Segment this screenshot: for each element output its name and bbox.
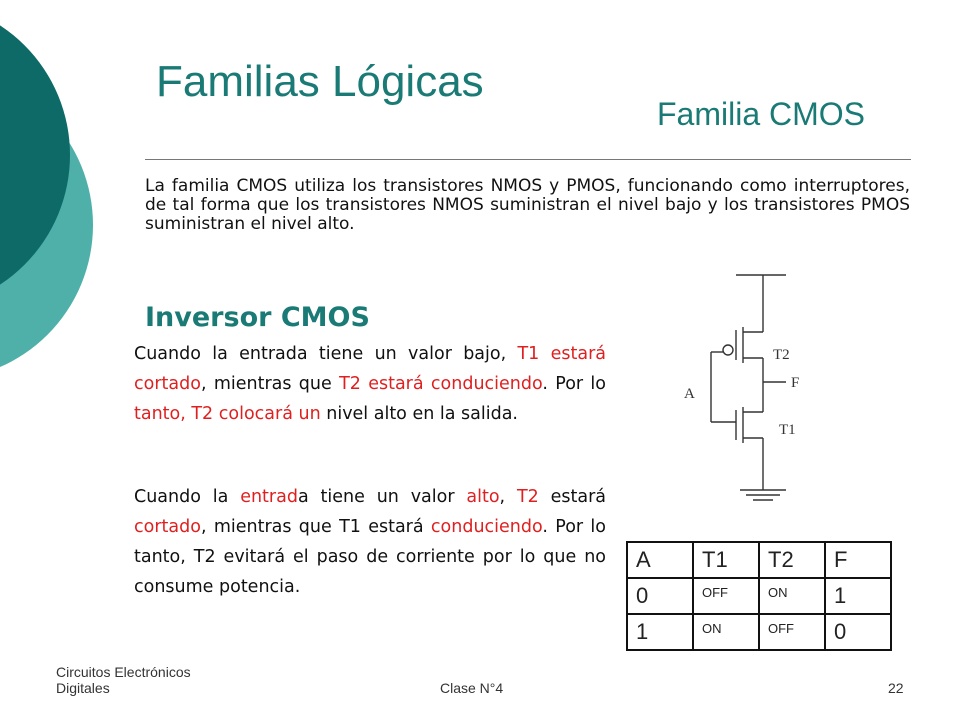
label-a: A: [684, 386, 695, 402]
text-run: ,: [499, 487, 517, 507]
highlight-text: T1 estará cortado: [134, 344, 607, 394]
text-run: nivel alto en la salida.: [320, 404, 518, 424]
table-cell: OFF: [759, 614, 825, 650]
text-run: . Por lo: [542, 374, 606, 394]
decorative-circles: [0, 0, 110, 400]
table-cell: 0: [627, 578, 693, 614]
paragraph-low-input: [134, 339, 606, 429]
text-run: , mientras que T1 estará: [200, 517, 431, 537]
label-t1: T1: [779, 422, 796, 438]
footer-course: [56, 664, 191, 696]
label-f: F: [791, 375, 800, 391]
table-cell: 0: [825, 614, 891, 650]
highlight-text: T2: [516, 487, 539, 507]
highlight-text: T2 estará conduciendo: [339, 374, 543, 394]
title-divider: [145, 159, 911, 160]
page-number: 22: [888, 680, 904, 696]
footer-course-line1: Circuitos Electrónicos: [56, 664, 191, 680]
slide-subtitle: Familia CMOS: [657, 96, 866, 132]
text-run: Cuando la entrada tiene un valor bajo,: [134, 344, 518, 364]
text-run: , mientras que: [200, 374, 340, 394]
table-header-cell: T2: [759, 542, 825, 578]
text-run: . Por lo tanto, T2 evitará el paso de corriente por lo que no consume potencia.: [134, 517, 606, 597]
footer-course-line2: Digitales: [56, 680, 110, 696]
table-cell: 1: [627, 614, 693, 650]
highlight-text: conduciendo: [430, 517, 543, 537]
table-row: [627, 614, 891, 650]
label-t2: T2: [773, 347, 790, 363]
paragraph-high-input: [134, 482, 606, 602]
cmos-inverter-schematic: [676, 270, 826, 510]
table-header-cell: A: [627, 542, 693, 578]
text-run: Cuando la: [134, 487, 241, 507]
table-row: [627, 578, 891, 614]
table-header-row: [627, 542, 891, 578]
highlight-text: tanto, T2 colocará un: [134, 404, 321, 424]
section-title: Inversor CMOS: [145, 302, 370, 333]
text-run: estará: [538, 487, 607, 507]
slide-title: Familias Lógicas: [156, 57, 484, 106]
highlight-text: alto: [466, 487, 500, 507]
table-cell: 1: [825, 578, 891, 614]
intro-paragraph: La familia CMOS utiliza los transistores NMOS y PMOS, funcionando como interruptores, de tal forma que los transistores NMOS suministran el nivel bajo y los transistores PMOS suministran el nivel alto.: [145, 176, 910, 234]
table-header-cell: F: [825, 542, 891, 578]
table-cell: ON: [693, 614, 759, 650]
highlight-text: entrad: [240, 487, 298, 507]
footer-class: Clase N°4: [440, 680, 504, 696]
table-header-cell: T1: [693, 542, 759, 578]
table-cell: ON: [759, 578, 825, 614]
table-cell: OFF: [693, 578, 759, 614]
t2-gate-bubble: [723, 345, 733, 355]
highlight-text: cortado: [134, 517, 201, 537]
truth-table: [626, 541, 892, 651]
text-run: a tiene un valor: [297, 487, 467, 507]
